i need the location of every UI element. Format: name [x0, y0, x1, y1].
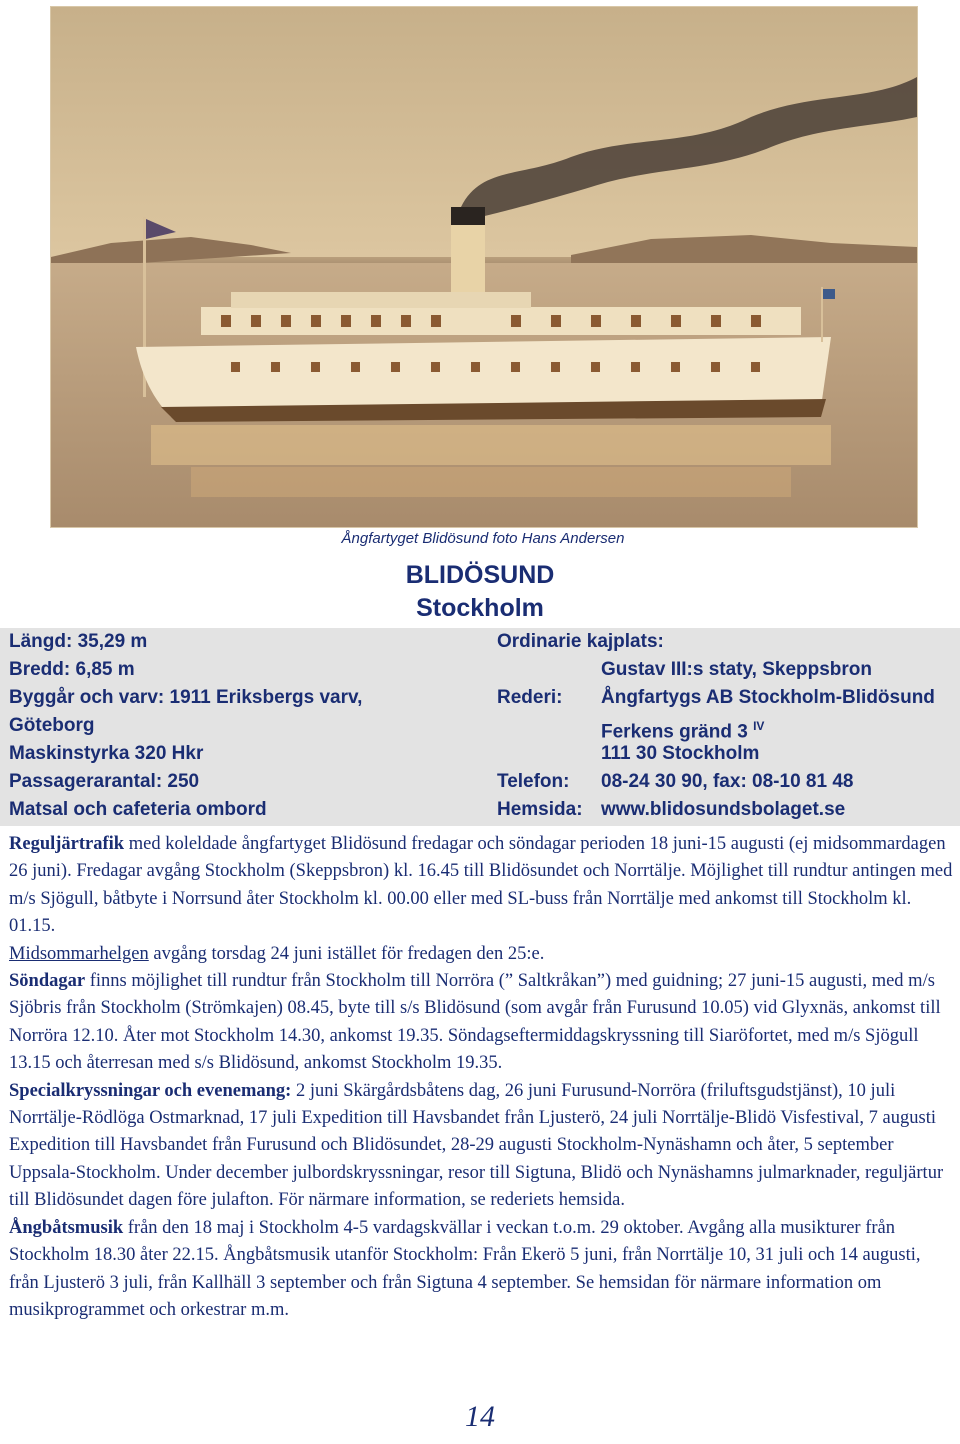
special-text: 2 juni Skärgårdsbåtens dag, 26 juni Furusund-Norröra (friluftsgudstjänst), 10 juli Norrtälje-Rödlöga Ostmarknad, 17 juli Expedition till Havsbandet från Ljusterö, 24 juli Norrtälje-Blidö Visfestival, 7 augusti Expedition till Havsbandet från Furusund och Blidösundet, 28-29 augusti Stockholm-Nynäshamn och åter, 5 september Uppsala-Stockholm. Under december julbordskryssningar, resor till Sigtuna, Blidö och Nynäshamns julmarknader, reguljärtur till Blidösundet dagen före julafton. För närmare information, se rederiets hemsida. [9, 1080, 944, 1211]
info-box [0, 628, 960, 826]
owner-label: Rederi: [497, 687, 563, 708]
spec-built-place: Göteborg [9, 715, 95, 736]
berth-value: Gustav III:s staty, Skeppsbron [601, 659, 873, 680]
spec-length: Längd: 35,29 m [9, 631, 148, 652]
web-label: Hemsida: [497, 799, 583, 820]
midsummer-text: avgång torsdag 24 juni istället för fredagen den 25:e. [148, 943, 545, 964]
owner-value: Ångfartygs AB Stockholm-Blidösund [601, 687, 935, 708]
sunday-text: finns möjlighet till rundtur från Stockholm till Norröra (” Saltkråkan”) med guidning; 27 juni-15 augusti, med m/s Sjöbris från Stockholm (Strömkajen) 08.45, byte till s/s Blidösund (som avgår från Furusund 10.05) vid Glyxnäs, ankomst till Norröra 12.10. Åter mot Stockholm 14.30, ankomst 19.35. Söndagseftermiddagskryssning till Siaröfortet, med m/s Sjögull 13.15 och återresan med s/s Blidösund, ankomst Stockholm 19.35. [9, 971, 941, 1074]
spec-passengers: Passagerarantal: 250 [9, 771, 200, 792]
photo-caption: Ångfartyget Blidösund foto Hans Andersen [341, 530, 625, 547]
regular-heading: Reguljärtrafik [9, 834, 125, 854]
spec-engine: Maskinstyrka 320 Hkr [9, 743, 204, 764]
body-text [9, 831, 954, 1324]
page-number: 14 [465, 1400, 495, 1433]
steamship-illustration [51, 7, 917, 527]
address-street-text: Ferkens gränd 3 [601, 721, 748, 743]
special-heading: Specialkryssningar och evenemang: [9, 1080, 292, 1101]
web-link[interactable]: www.blidosundsbolaget.se [601, 799, 846, 820]
music-text: från den 18 maj i Stockholm 4-5 vardagskvällar i veckan t.o.m. 29 oktober. Avgång alla musikturer från Stockholm 18.30 åter 22.15. Ångbåtsmusik utanför Stockholm: Från Ekerö 5 juni, från Norrtälje 10, 31 juli och 14 augusti, från Ljusterö 3 juli, från Kallhäll 3 september och från Sigtuna 4 september. Se hemsidan för närmare information om musikprogrammet och orkestrar m.m. [9, 1217, 921, 1320]
spec-dining: Matsal och cafeteria ombord [9, 799, 267, 820]
page-title: BLIDÖSUND [405, 561, 555, 589]
sunday-paragraph [9, 968, 954, 1078]
spec-built: Byggår och varv: 1911 Eriksbergs varv, [9, 687, 363, 708]
address-floor: IV [753, 719, 765, 733]
spec-width: Bredd: 6,85 m [9, 659, 135, 680]
music-paragraph [9, 1215, 954, 1325]
steamship-photo [50, 6, 918, 528]
music-heading: Ångbåtsmusik [9, 1217, 124, 1238]
special-paragraph [9, 1078, 954, 1215]
phone-value: 08-24 30 90, fax: 08-10 81 48 [601, 771, 854, 792]
sunday-heading: Söndagar [9, 971, 86, 992]
regular-text: med koleldade ångfartyget Blidösund fredagar och söndagar perioden 18 juni-15 augusti (ej midsommardagen 26 juni). Fredagar avgång Stockholm (Skeppsbron) kl. 16.45 till Blidösundet och Norrtälje. Möjlighet till rundtur antingen med m/s Sjögull, båtbyte i Norrsund åter Stockholm kl. 00.00 eller med SL-buss från Norrtälje med ankomst till Stockholm kl. 01.15. [9, 834, 953, 937]
midsummer-heading: Midsommarhelgen [9, 943, 149, 964]
berth-label: Ordinarie kajplats: [497, 631, 664, 652]
phone-label: Telefon: [497, 771, 570, 792]
midsummer-paragraph [9, 941, 954, 968]
page-subtitle: Stockholm [416, 594, 544, 622]
address-city: 111 30 Stockholm [601, 743, 760, 764]
regular-paragraph [9, 831, 954, 941]
